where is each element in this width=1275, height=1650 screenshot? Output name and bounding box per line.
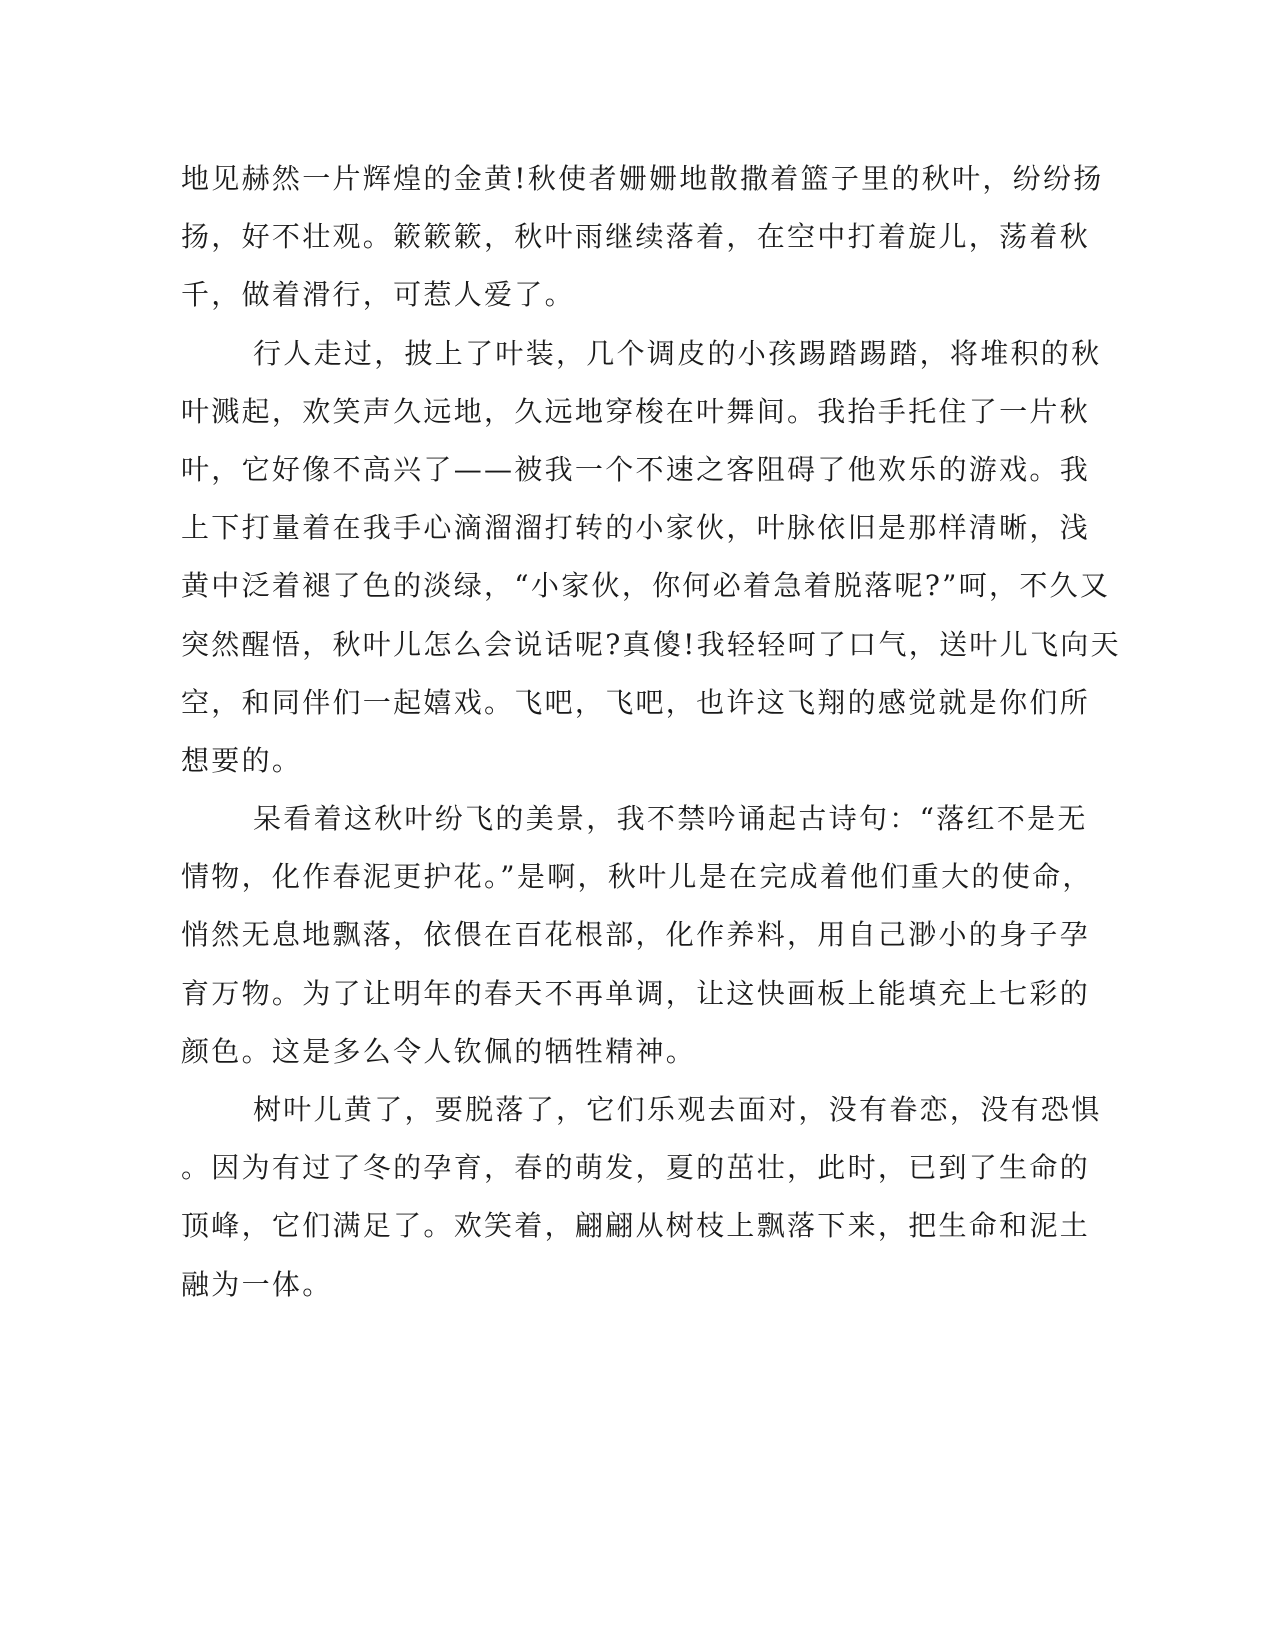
text-line: 空，和同伴们一起嬉戏。飞吧，飞吧，也许这飞翔的感觉就是你们所 xyxy=(181,685,1091,719)
text-line: 地见赫然一片辉煌的金黄!秋使者姗姗地散撒着篮子里的秋叶，纷纷扬 xyxy=(181,162,1104,195)
text-line: 情物，化作春泥更护花。”是啊，秋叶儿是在完成着他们重大的使命， xyxy=(181,860,1093,894)
text-line: 悄然无息地飘落，依偎在百花根部，化作养料，用自己渺小的身子孕 xyxy=(181,918,1091,952)
text-line: 想要的。 xyxy=(181,743,303,777)
text-line: 突然醒悟，秋叶儿怎么会说话呢?真傻!我轻轻呵了口气，送叶儿飞向天 xyxy=(181,627,1121,661)
text-line: 颜色。这是多么令人钦佩的牺牲精神。 xyxy=(181,1034,697,1068)
text-line: 黄中泛着褪了色的淡绿，“小家伙，你何必着急着脱落呢?”呵，不久又 xyxy=(181,569,1111,603)
text-line: 。因为有过了冬的孕育，春的萌发，夏的茁壮，此时，已到了生命的 xyxy=(181,1151,1091,1185)
text-line: 扬，好不壮观。簌簌簌，秋叶雨继续落着，在空中打着旋儿，荡着秋 xyxy=(181,220,1091,254)
text-line: 育万物。为了让明年的春天不再单调，让这快画板上能填充上七彩的 xyxy=(181,976,1091,1010)
text-line: 顶峰，它们满足了。欢笑着，翩翩从树枝上飘落下来，把生命和泥土 xyxy=(181,1209,1091,1243)
text-line: 融为一体。 xyxy=(181,1267,333,1301)
paragraph-first-line: 行人走过，披上了叶装，几个调皮的小孩踢踏踢踏，将堆积的秋 xyxy=(253,336,1102,370)
text-line: 叶，它好像不高兴了——被我一个不速之客阻碍了他欢乐的游戏。我 xyxy=(181,452,1091,486)
essay-body xyxy=(181,150,1121,1314)
text-line: 叶溅起，欢笑声久远地，久远地穿梭在叶舞间。我抬手托住了一片秋 xyxy=(181,394,1091,428)
paragraph-first-line: 树叶儿黄了，要脱落了，它们乐观去面对，没有眷恋，没有恐惧 xyxy=(253,1093,1102,1126)
text-line: 上下打量着在我手心滴溜溜打转的小家伙，叶脉依旧是那样清晰，浅 xyxy=(181,511,1091,545)
paragraph-first-line: 呆看着这秋叶纷飞的美景，我不禁吟诵起古诗句：“落红不是无 xyxy=(253,802,1088,836)
text-line: 千，做着滑行，可惹人爱了。 xyxy=(181,278,575,312)
